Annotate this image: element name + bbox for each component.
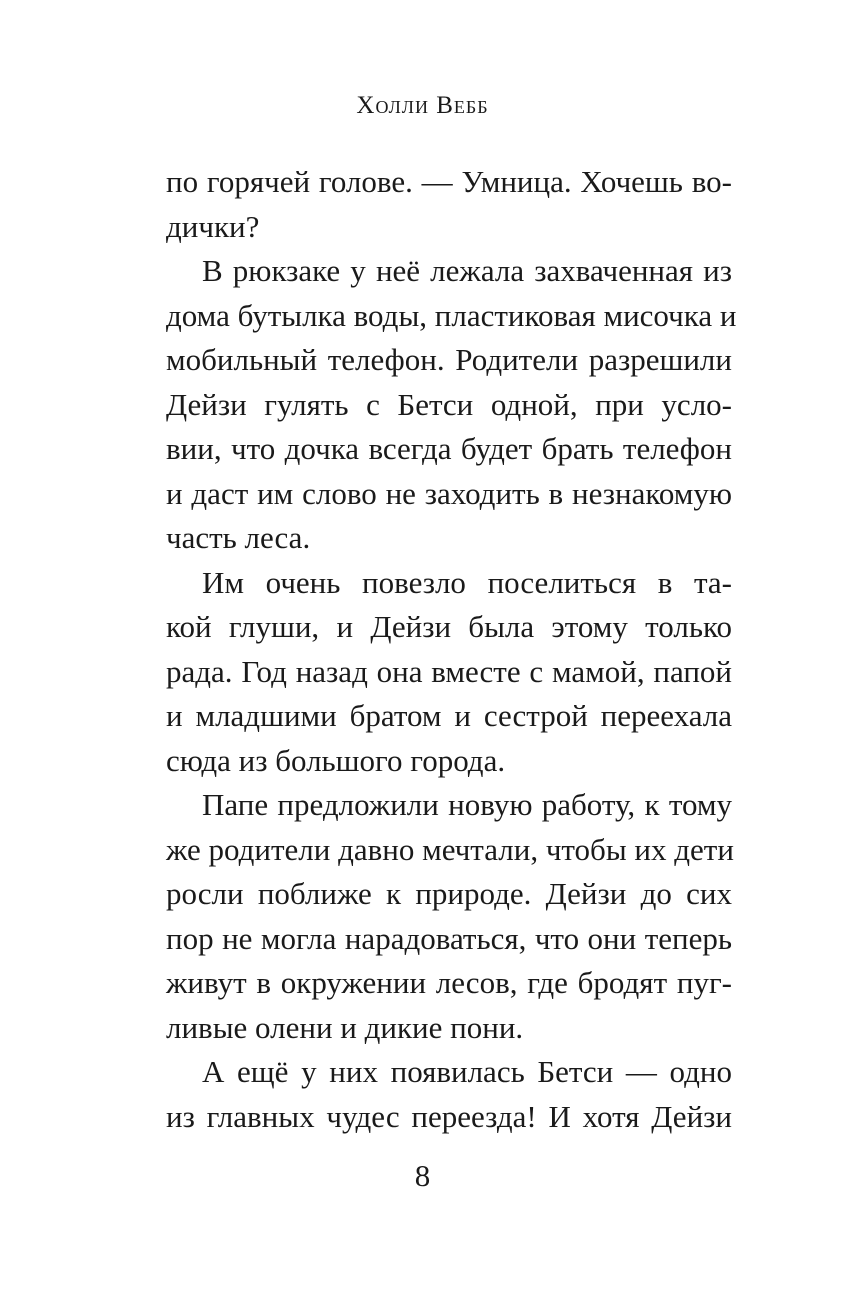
text-line: В рюкзаке у неё лежала захваченная из [202,253,732,288]
text-line: дома бутылка воды, пластиковая мисочка и [166,297,737,333]
text-line: рада. Год назад она вместе с мамой, папой [166,653,732,689]
paragraph [166,1050,732,1139]
text-line: дички? [166,208,260,244]
text-line: росли поближе к природе. Дейзи до сих [166,876,732,911]
text-line: пор не могла нарадоваться, что они теперь [166,920,732,956]
text-line: Папе предложили новую работу, к тому [202,787,732,822]
text-line: по горячей голове. — Умница. Хочешь во- [166,164,732,199]
body-text [166,160,737,1139]
text-line: Дейзи гулять с Бетси одной, при усло- [166,386,732,422]
text-line: из главных чудес переезда! И хотя Дейзи [166,1098,732,1134]
text-line: же родители давно мечтали, чтобы их дети [166,831,734,867]
paragraph [166,249,737,561]
text-line: А ещё у них появилась Бетси — одно [202,1054,732,1089]
text-line: и даст им слово не заходить в незнакомую [166,475,732,511]
text-line: вии, что дочка всегда будет брать телефон [166,431,732,466]
text-line: и младшими братом и сестрой переехала [166,698,732,733]
running-head: Холли Вебб [356,92,489,119]
text-line: живут в окружении лесов, где бродят пуг- [166,965,732,1000]
text-line: ливые олени и дикие пони. [166,1009,524,1045]
text-line: кой глуши, и Дейзи была этому только [166,609,732,644]
paragraph [166,783,732,1050]
paragraph [166,160,732,249]
paragraph [166,561,732,784]
text-line: мобильный телефон. Родители разрешили [166,342,732,377]
text-line: сюда из большого города. [166,742,506,778]
text-line: Им очень повезло поселиться в та- [202,564,732,600]
text-line: часть леса. [166,520,311,555]
page-number: 8 [414,1158,431,1193]
